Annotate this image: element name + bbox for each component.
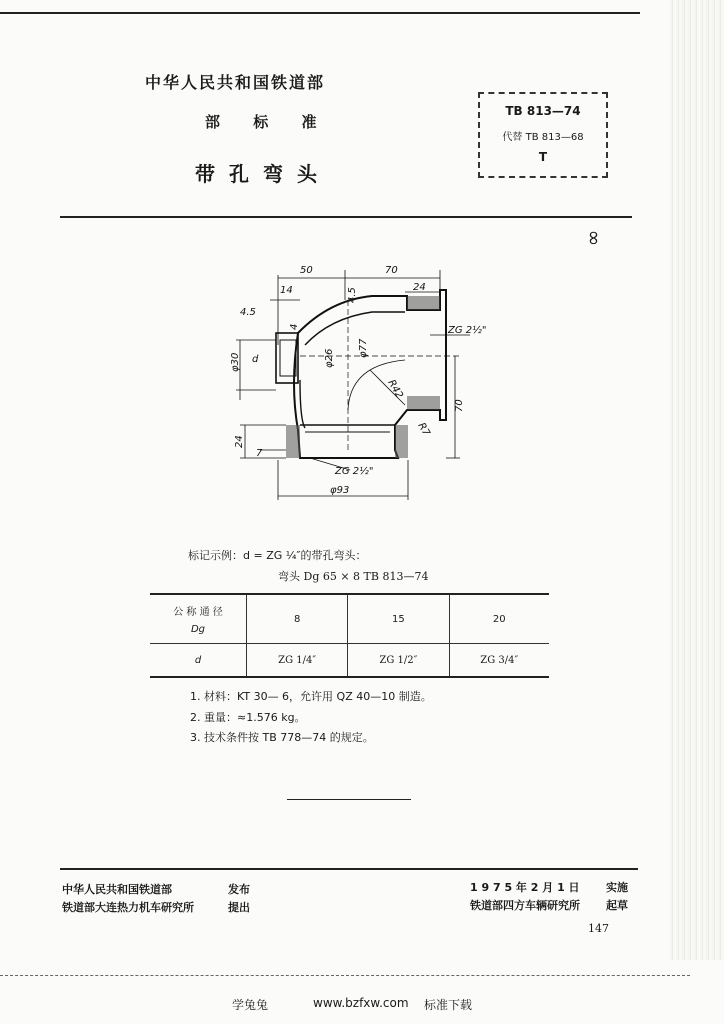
dim-d: d <box>252 354 259 365</box>
marking-designation: 弯头 Dg 65 × 8 TB 813—74 <box>278 570 429 583</box>
elbow-drawing <box>220 255 490 505</box>
standard-number-box <box>478 92 608 178</box>
dim-24-left: 24 <box>234 435 245 448</box>
dim-phi93: φ93 <box>330 485 350 496</box>
spec-table <box>150 593 549 678</box>
note-2: 2. 重量：≈1.576 kg。 <box>190 711 306 724</box>
propose-label: 提出 <box>228 901 250 914</box>
implement-date: 1 9 7 5 年 2 月 1 日 <box>470 881 580 894</box>
org-name: 中华人民共和国铁道部 <box>145 73 326 92</box>
dim-r42: R42 <box>385 378 405 401</box>
publisher: 中华人民共和国铁道部 <box>62 883 172 896</box>
replaces-standard: 代替 TB 813—68 <box>502 132 584 143</box>
marking-example: 标记示例：d = ZG ¼″的带孔弯头： <box>188 549 367 562</box>
dim-50: 50 <box>300 265 313 276</box>
watermark-tagline: 标准下载 <box>424 998 473 1012</box>
dim-70-right: 70 <box>454 399 465 412</box>
dim-4-5-top: 4.5 <box>347 287 358 303</box>
top-rule <box>0 12 640 14</box>
dim-4: 4 <box>289 323 300 330</box>
bottom-dashed-rule <box>0 975 690 977</box>
implement-label: 实施 <box>606 881 628 894</box>
watermark-site-name: 学兔兔 <box>232 998 269 1012</box>
page-number: 147 <box>588 922 609 935</box>
d-value-1: ZG 1/4″ <box>247 644 348 678</box>
dg-value-1: 8 <box>247 594 348 644</box>
page-title: 带孔弯头 <box>195 162 331 186</box>
dim-4-5-left: 4.5 <box>240 307 256 318</box>
dg-header-cell <box>150 594 247 644</box>
header-rule <box>60 216 632 218</box>
thread-top-label: ZG 2½" <box>448 325 487 336</box>
note-1: 1. 材料：KT 30— 6，允许用 QZ 40—10 制造。 <box>190 690 432 703</box>
end-rule <box>287 799 411 800</box>
scan-edge-noise <box>670 0 724 960</box>
publish-label: 发布 <box>228 883 250 896</box>
dim-24-top: 24 <box>413 282 426 293</box>
dg-value-3: 20 <box>449 594 549 644</box>
note-3: 3. 技术条件按 TB 778—74 的规定。 <box>190 731 374 744</box>
watermark-url[interactable]: www.bzfxw.com <box>313 996 409 1010</box>
thread-bottom-label: ZG 2½" <box>335 466 374 477</box>
standard-code: TB 813—74 <box>505 104 581 118</box>
dg-value-2: 15 <box>348 594 449 644</box>
side-mark: ∞ <box>582 229 607 247</box>
table-row <box>150 644 549 678</box>
d-value-2: ZG 1/2″ <box>348 644 449 678</box>
dg-header-line1: 公 称 通 径 <box>173 607 223 618</box>
d-value-3: ZG 3/4″ <box>449 644 549 678</box>
draft-label: 起草 <box>606 899 628 912</box>
dg-header-line2: Dg <box>190 624 206 635</box>
drafter: 铁道部四方车辆研究所 <box>470 899 580 912</box>
dim-r7: R7 <box>415 421 432 439</box>
dim-7: 7 <box>256 448 263 459</box>
d-header-cell: d <box>150 644 247 678</box>
dim-phi77: φ77 <box>358 338 369 358</box>
footer-rule <box>60 868 638 870</box>
dim-phi26: φ26 <box>324 348 335 368</box>
dim-phi30: φ30 <box>230 352 241 372</box>
dim-14: 14 <box>280 285 293 296</box>
doc-type: 部 标 准 <box>205 113 331 131</box>
standard-letter: T <box>538 150 548 164</box>
table-row <box>150 594 549 644</box>
dim-70-top: 70 <box>385 265 398 276</box>
proposer: 铁道部大连热力机车研究所 <box>62 901 194 914</box>
